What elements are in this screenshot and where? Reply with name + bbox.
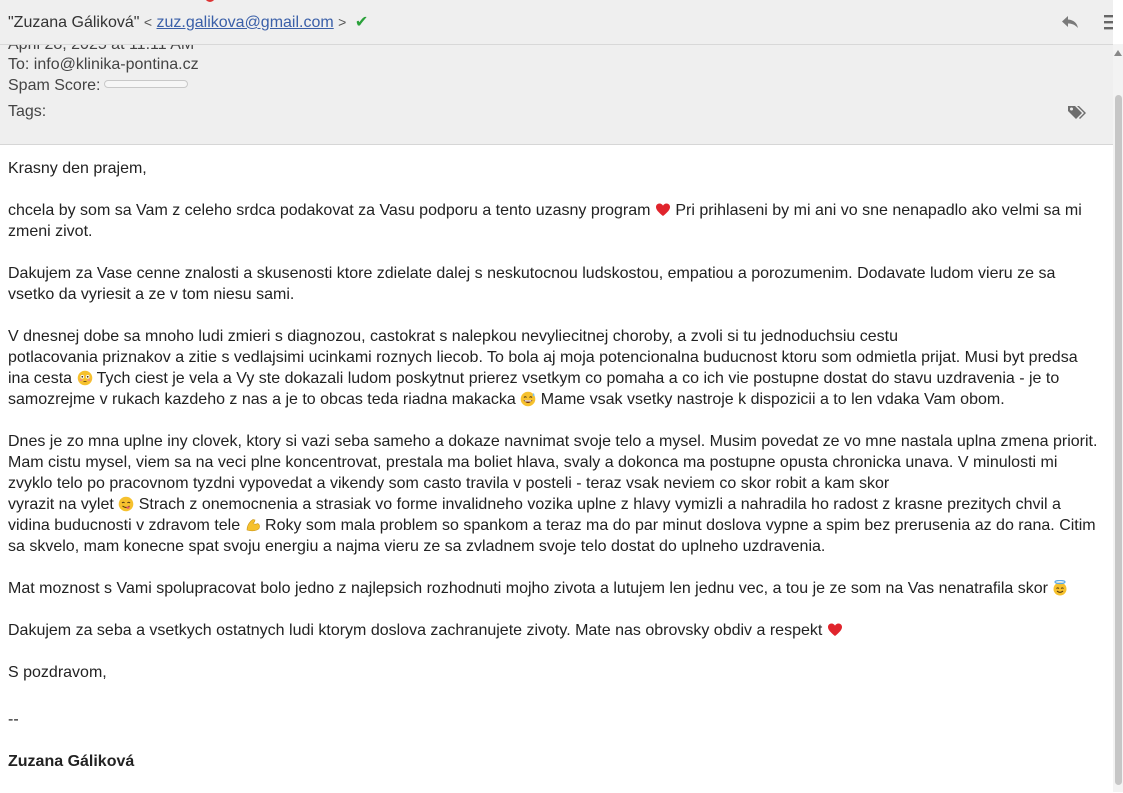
tags-line xyxy=(8,103,46,121)
paragraph-6-text: Dakujem za seba a vsetkych ostatnych ludi ktorym doslova zachranujete zivoty. Mate nas obrovsky obdiv a respekt xyxy=(8,622,823,639)
paragraph-2: Dakujem za Vase cenne znalosti a skusenosti ktore zdielate dalej s neskutocnou ludskostou, empatiou a porozumenim. Dodavate ludom vieru ze sa vsetko da vyriesit a ze v tom niesu sami. xyxy=(8,265,1056,303)
paragraph-4 xyxy=(8,431,1103,557)
spam-score-line xyxy=(8,77,188,95)
spam-score-label: Spam Score: xyxy=(8,77,101,94)
grinning-sweat-face-emoji xyxy=(520,391,536,407)
to-value: info@klinika-pontina.cz xyxy=(33,56,199,73)
paragraph-3 xyxy=(8,326,1103,410)
tags-label: Tags: xyxy=(8,103,47,120)
paragraph-5-text: Mat moznost s Vami spolupracovat bolo jedno z najlepsich rozhodnuti mojho zivota a lutujem len jednu vec, a tou je ze som na Vas nenatrafila skor xyxy=(8,580,1048,597)
to-line xyxy=(8,56,199,74)
sender xyxy=(8,12,368,32)
sender-name: "Zuzana Gáliková" xyxy=(8,14,140,31)
scrollbar-thumb[interactable] xyxy=(1115,95,1122,785)
signature-name: Zuzana Gáliková xyxy=(8,753,135,770)
heart-emoji xyxy=(827,622,843,638)
paragraph-3-part-a: V dnesnej dobe sa mnoho ludi zmieri s diagnozou, castokrat s nalepkou nevyliecitnej choroby, a zvoli si tu jednoduchsiu cestu xyxy=(8,328,898,345)
paragraph-1-part-a: chcela by som sa Vam z celeho srdca podakovat za Vasu podporu a tento uzasny program xyxy=(8,202,651,219)
from-row xyxy=(0,0,1113,45)
smiling-halo-face-emoji xyxy=(1052,580,1068,596)
to-label: To: xyxy=(8,56,30,73)
message-body xyxy=(8,158,1103,793)
email-close-bracket: > xyxy=(338,14,347,30)
greeting: Krasny den prajem, xyxy=(8,160,147,177)
flushed-face-emoji xyxy=(77,370,93,386)
paragraph-5 xyxy=(8,578,1103,599)
unread-indicator xyxy=(205,0,215,2)
paragraph-3-part-d: Mame vsak vsetky nastroje k dispozicii a to len vdaka Vam obom. xyxy=(540,391,1005,408)
signature-separator: -- xyxy=(8,711,19,728)
scroll-up-arrow[interactable] xyxy=(1114,50,1122,56)
hamburger-menu-icon[interactable] xyxy=(1103,13,1113,31)
paragraph-6 xyxy=(8,620,1103,641)
email-open-bracket: < xyxy=(143,14,153,30)
paragraph-1-part-b: Pri prihlaseni by mi ani vo sne nenapadlo ako velmi sa mi zmeni zivot. xyxy=(8,202,1082,240)
flexed-biceps-emoji xyxy=(245,517,261,533)
paragraph-3-part-b: potlacovania priznakov a zitie s vedlajsimi ucinkami roznych liecob. To bola aj moja potencionalna buducnost ktoru som odmietla prijat. Musi byt predsa ina cesta xyxy=(8,349,1078,387)
paragraph-4-part-c: Strach z onemocnenia a strasiak vo forme invalidneho vozika uplne z hlavy vymizli a nahradila ho radost z krasne prezitych chvil a vidina buducnosti v zdravom tele xyxy=(8,496,1061,534)
spam-score-bar xyxy=(104,80,188,88)
paragraph-4-part-a: Dnes je zo mna uplne iny clovek, ktory si vazi seba sameho a dokaze navnimat svoje telo a mysel. Musim povedat ze vo mne nastala uplna zmena priorit. Mam cistu mysel, viem sa na veci plne koncentrovat, prestala ma boliet hlava, svaly a dokonca ma postupne opusta chronicka unava. V minulosti mi zvyklo telo po pracovnom tyzdni vypovedat a vikendy som casto travila v posteli - teraz vsak neviem co skor robit a kam skor xyxy=(8,433,1098,492)
closing: S pozdravom, xyxy=(8,664,107,681)
reply-icon[interactable] xyxy=(1060,12,1080,32)
paragraph-3-part-c: Tych ciest je vela a Vy ste dokazali ludom poskytnut prierez vsetkym co pomaha a co ich vie postupne dostat do stavu uzdravenia - je to samozrejme v rukach kazdeho z nas a je to obcas teda riadna makacka xyxy=(8,370,1060,408)
message-header xyxy=(0,0,1113,145)
sender-email-link[interactable]: zuz.galikova@gmail.com xyxy=(156,14,334,31)
check-icon: ✔ xyxy=(354,14,369,31)
heart-emoji xyxy=(655,202,671,218)
tag-icon[interactable] xyxy=(1067,104,1087,122)
paragraph-1 xyxy=(8,200,1103,242)
paragraph-4-part-d: Roky som mala problem so spankom a teraz ma do par minut doslova vypne a spim bez prerusenia az do rana. Citim sa skvelo, mam konecne spat svoju energiu a najma vieru ze sa zvladnem svoje telo dostat do uplneho uzdravenia. xyxy=(8,517,1096,555)
paragraph-4-part-b: vyrazit na vylet xyxy=(8,496,114,513)
savoring-face-emoji xyxy=(118,496,134,512)
